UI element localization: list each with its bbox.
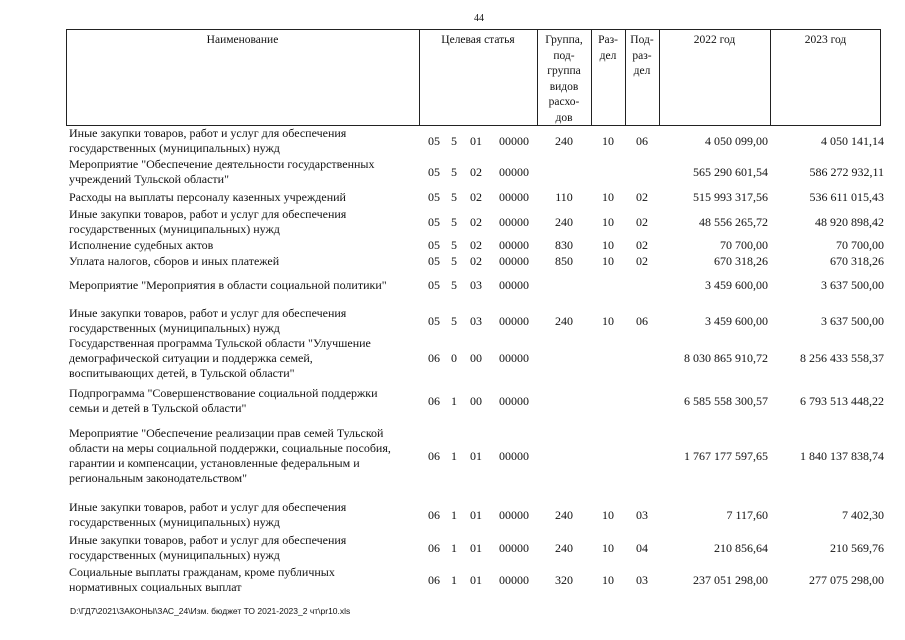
amount-2023: 1 840 137 838,74 — [800, 448, 884, 463]
target-code-program: 05 — [428, 164, 440, 179]
row-name-line: Иные закупки товаров, работ и услуг для обеспечения — [69, 126, 347, 140]
section-code: 10 — [602, 133, 614, 148]
group-code: 240 — [555, 133, 573, 148]
amount-2022: 4 050 099,00 — [705, 133, 768, 148]
amount-2023: 536 611 015,43 — [809, 190, 884, 204]
section-code: 10 — [602, 190, 614, 204]
target-code-subprogram: 5 — [451, 133, 457, 148]
section-code: 10 — [602, 214, 614, 229]
target-code-subprogram: 5 — [451, 190, 457, 204]
target-code-subprogram: 5 — [451, 278, 457, 292]
target-code-direction: 00000 — [499, 448, 529, 463]
target-code-program: 06 — [428, 448, 440, 463]
row-name-line: государственных (муниципальных) нужд — [69, 222, 280, 236]
subsection-code: 03 — [636, 507, 648, 522]
row-name-line: Мероприятие "Мероприятия в области социальной политики" — [69, 278, 387, 292]
table-row — [0, 426, 905, 486]
header-target: Целевая статья — [441, 34, 515, 46]
subsection-code: 04 — [636, 540, 648, 555]
amount-2022: 210 856,64 — [714, 540, 768, 555]
target-code-event: 02 — [470, 238, 482, 252]
row-name — [69, 207, 419, 237]
amount-2023: 6 793 513 448,22 — [800, 393, 884, 408]
amount-2022: 8 030 865 910,72 — [684, 351, 768, 365]
row-name-line: государственных (муниципальных) нужд — [69, 141, 280, 155]
section-code: 10 — [602, 254, 614, 268]
table-row — [0, 238, 905, 253]
target-code-direction: 00000 — [499, 133, 529, 148]
target-code-program: 05 — [428, 254, 440, 268]
row-name — [69, 278, 419, 293]
amount-2022: 515 993 317,56 — [693, 190, 768, 204]
target-code-direction: 00000 — [499, 507, 529, 522]
target-code-direction: 00000 — [499, 278, 529, 292]
target-code-subprogram: 0 — [451, 351, 457, 365]
group-code: 320 — [555, 572, 573, 587]
group-code: 110 — [555, 190, 573, 204]
row-name-line: учреждений Тульской области" — [69, 172, 229, 186]
header-2022: 2022 год — [693, 34, 736, 46]
target-code-direction: 00000 — [499, 572, 529, 587]
row-name — [69, 533, 419, 563]
row-name — [69, 565, 419, 595]
target-code-subprogram: 5 — [451, 164, 457, 179]
group-code: 240 — [555, 214, 573, 229]
amount-2023: 670 318,26 — [830, 254, 884, 268]
table-row — [0, 306, 905, 336]
amount-2023: 8 256 433 558,37 — [800, 351, 884, 365]
amount-2022: 565 290 601,54 — [693, 164, 768, 179]
target-code-direction: 00000 — [499, 313, 529, 328]
table-row — [0, 254, 905, 269]
target-code-event: 02 — [470, 190, 482, 204]
target-code-direction: 00000 — [499, 164, 529, 179]
target-code-event: 02 — [470, 254, 482, 268]
row-name-line: Государственная программа Тульской области "Улучшение — [69, 336, 371, 350]
row-name — [69, 426, 419, 486]
target-code-event: 00 — [470, 393, 482, 408]
row-name — [69, 500, 419, 530]
target-code-subprogram: 1 — [451, 572, 457, 587]
table-row — [0, 126, 905, 156]
row-name — [69, 238, 419, 253]
row-name-line: государственных (муниципальных) нужд — [69, 548, 280, 562]
row-name-line: Уплата налогов, сборов и иных платежей — [69, 254, 280, 268]
target-code-event: 01 — [470, 540, 482, 555]
row-name — [69, 336, 419, 381]
target-code-program: 05 — [428, 133, 440, 148]
row-name-line: Иные закупки товаров, работ и услуг для обеспечения — [69, 500, 347, 514]
target-code-direction: 00000 — [499, 393, 529, 408]
amount-2022: 70 700,00 — [720, 238, 768, 252]
target-code-event: 01 — [470, 448, 482, 463]
amount-2022: 6 585 558 300,57 — [684, 393, 768, 408]
row-name-line: Иные закупки товаров, работ и услуг для обеспечения — [69, 207, 347, 221]
amount-2022: 3 459 600,00 — [705, 313, 768, 328]
target-code-subprogram: 5 — [451, 238, 457, 252]
target-code-event: 01 — [470, 572, 482, 587]
table-row — [0, 533, 905, 563]
amount-2023: 70 700,00 — [836, 238, 884, 252]
header-subsection: Под- раз- дел — [630, 34, 654, 77]
row-name-line: Мероприятие "Обеспечение деятельности государственных — [69, 157, 375, 171]
amount-2023: 586 272 932,11 — [809, 164, 884, 179]
row-name-line: Мероприятие "Обеспечение реализации прав семей Тульской — [69, 426, 384, 440]
table-row — [0, 207, 905, 237]
group-code: 850 — [555, 254, 573, 268]
amount-2023: 3 637 500,00 — [821, 313, 884, 328]
row-name-line: Исполнение судебных актов — [69, 238, 214, 252]
amount-2023: 7 402,30 — [842, 507, 884, 522]
subsection-code: 02 — [636, 238, 648, 252]
row-name-line: воспитывающих детей, в Тульской области" — [69, 366, 295, 380]
section-code: 10 — [602, 540, 614, 555]
target-code-event: 03 — [470, 313, 482, 328]
row-name-line: региональным законодательством" — [69, 471, 247, 485]
table-row — [0, 190, 905, 205]
target-code-subprogram: 1 — [451, 540, 457, 555]
row-name-line: гарантии и компенсации, установленные федеральным и — [69, 456, 360, 470]
row-name-line: Подпрограмма "Совершенствование социальной поддержки — [69, 386, 378, 400]
target-code-event: 00 — [470, 351, 482, 365]
amount-2022: 48 556 265,72 — [699, 214, 768, 229]
amount-2022: 1 767 177 597,65 — [684, 448, 768, 463]
amount-2023: 4 050 141,14 — [821, 133, 884, 148]
row-name-line: государственных (муниципальных) нужд — [69, 515, 280, 529]
group-code: 240 — [555, 540, 573, 555]
row-name — [69, 386, 419, 416]
target-code-subprogram: 1 — [451, 393, 457, 408]
amount-2022: 670 318,26 — [714, 254, 768, 268]
amount-2023: 277 075 298,00 — [809, 572, 884, 587]
row-name — [69, 157, 419, 187]
row-name — [69, 306, 419, 336]
table-row — [0, 157, 905, 187]
header-name: Наименование — [206, 34, 279, 46]
target-code-subprogram: 5 — [451, 214, 457, 229]
section-code: 10 — [602, 313, 614, 328]
target-code-event: 02 — [470, 214, 482, 229]
amount-2022: 7 117,60 — [726, 507, 768, 522]
target-code-event: 02 — [470, 164, 482, 179]
target-code-direction: 00000 — [499, 254, 529, 268]
target-code-direction: 00000 — [499, 351, 529, 365]
row-name-line: Иные закупки товаров, работ и услуг для обеспечения — [69, 306, 347, 320]
table-row — [0, 500, 905, 530]
target-code-program: 05 — [428, 313, 440, 328]
target-code-program: 06 — [428, 572, 440, 587]
row-name-line: Расходы на выплаты персоналу казенных учреждений — [69, 190, 346, 204]
subsection-code: 02 — [636, 214, 648, 229]
subsection-code: 02 — [636, 254, 648, 268]
table-row — [0, 336, 905, 381]
target-code-event: 01 — [470, 133, 482, 148]
target-code-event: 03 — [470, 278, 482, 292]
page-number: 44 — [474, 13, 484, 24]
group-code: 240 — [555, 313, 573, 328]
subsection-code: 02 — [636, 190, 648, 204]
row-name-line: области на меры социальной поддержки, социальные пособия, — [69, 441, 391, 455]
target-code-program: 05 — [428, 214, 440, 229]
target-code-event: 01 — [470, 507, 482, 522]
target-code-program: 06 — [428, 393, 440, 408]
row-name-line: государственных (муниципальных) нужд — [69, 321, 280, 335]
table-row — [0, 565, 905, 595]
file-path-footer: D:\ГД7\2021\ЗАКОНЫ\ЗАС_24\Изм. бюджет ТО 2021-2023_2 чт\pr10.xls — [70, 606, 351, 616]
amount-2023: 210 569,76 — [830, 540, 884, 555]
header-section: Раз- дел — [598, 34, 618, 62]
row-name-line: Иные закупки товаров, работ и услуг для обеспечения — [69, 533, 347, 547]
target-code-subprogram: 1 — [451, 507, 457, 522]
row-name — [69, 126, 419, 156]
table-row — [0, 386, 905, 416]
target-code-subprogram: 1 — [451, 448, 457, 463]
target-code-direction: 00000 — [499, 540, 529, 555]
target-code-program: 06 — [428, 540, 440, 555]
subsection-code: 06 — [636, 313, 648, 328]
target-code-subprogram: 5 — [451, 254, 457, 268]
amount-2022: 237 051 298,00 — [693, 572, 768, 587]
target-code-program: 05 — [428, 190, 440, 204]
section-code: 10 — [602, 572, 614, 587]
target-code-subprogram: 5 — [451, 313, 457, 328]
group-code: 240 — [555, 507, 573, 522]
target-code-program: 06 — [428, 507, 440, 522]
target-code-program: 05 — [428, 238, 440, 252]
target-code-program: 06 — [428, 351, 440, 365]
amount-2023: 48 920 898,42 — [815, 214, 884, 229]
group-code: 830 — [555, 238, 573, 252]
target-code-direction: 00000 — [499, 214, 529, 229]
section-code: 10 — [602, 507, 614, 522]
row-name-line: нормативных социальных выплат — [69, 580, 242, 594]
amount-2022: 3 459 600,00 — [705, 278, 768, 292]
row-name — [69, 254, 419, 269]
header-group: Группа, под- группа видов расхо- дов — [545, 34, 583, 124]
subsection-code: 03 — [636, 572, 648, 587]
header-2023: 2023 год — [804, 34, 847, 46]
amount-2023: 3 637 500,00 — [821, 278, 884, 292]
target-code-direction: 00000 — [499, 238, 529, 252]
subsection-code: 06 — [636, 133, 648, 148]
row-name — [69, 190, 419, 205]
row-name-line: семьи и детей в Тульской области" — [69, 401, 247, 415]
target-code-program: 05 — [428, 278, 440, 292]
row-name-line: Социальные выплаты гражданам, кроме публичных — [69, 565, 335, 579]
row-name-line: демографической ситуации и поддержка семей, — [69, 351, 313, 365]
section-code: 10 — [602, 238, 614, 252]
table-row — [0, 278, 905, 293]
target-code-direction: 00000 — [499, 190, 529, 204]
